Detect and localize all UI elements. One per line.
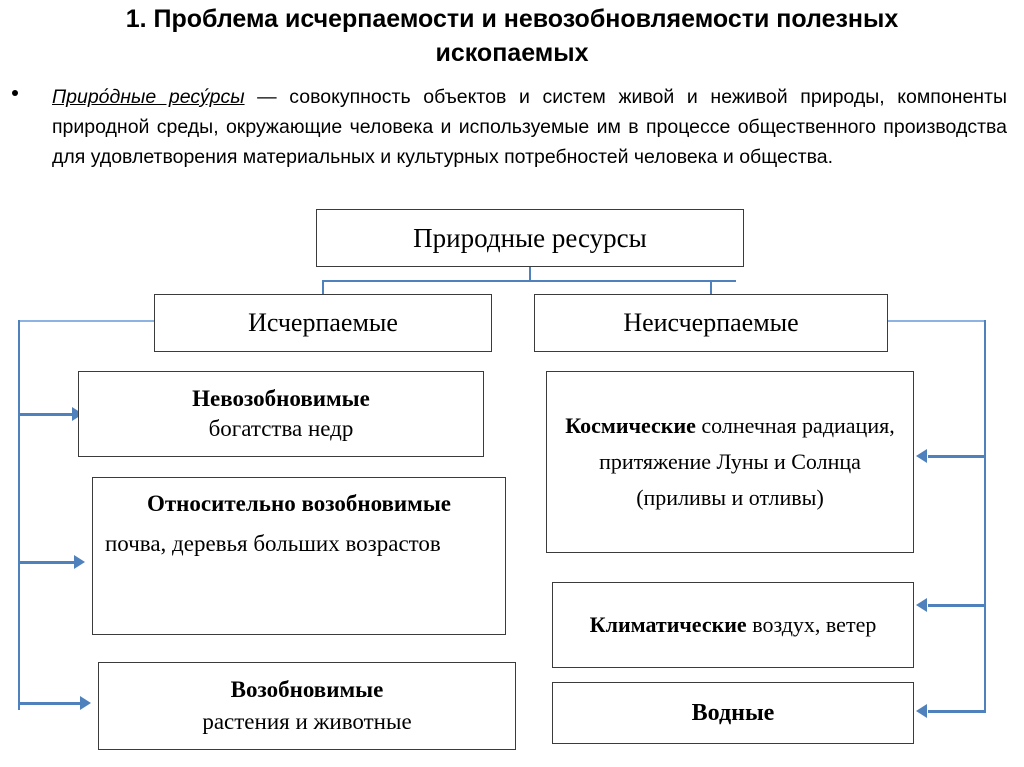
connector-arm-water bbox=[928, 710, 986, 713]
intro-term: Приро́дные ресу́рсы bbox=[52, 86, 245, 108]
arrow-renew-icon bbox=[80, 696, 91, 710]
bullet-dot-icon bbox=[12, 90, 18, 96]
connector-arm-relative bbox=[20, 561, 76, 564]
node-cosmic bbox=[546, 371, 914, 553]
connector-right-rail-top bbox=[888, 320, 986, 322]
node-exhaustible-label: Исчерпаемые bbox=[248, 308, 398, 337]
node-nonrenewable-heading: Невозобновимые bbox=[192, 386, 370, 411]
node-cosmic-text bbox=[557, 408, 903, 516]
connector-right-rail bbox=[984, 320, 986, 712]
node-cosmic-heading: Космические bbox=[565, 413, 696, 438]
node-climatic-detail: воздух, ветер bbox=[746, 612, 877, 637]
connector-arm-cosmic bbox=[928, 455, 986, 458]
node-renewable-heading: Возобновимые bbox=[230, 677, 384, 702]
connector-arm-climate bbox=[928, 604, 986, 607]
arrow-relative-icon bbox=[74, 555, 85, 569]
node-exhaustible bbox=[154, 294, 492, 352]
node-nonrenewable bbox=[78, 371, 484, 457]
node-inexhaustible-label: Неисчерпаемые bbox=[623, 308, 799, 337]
node-inexhaustible bbox=[534, 294, 888, 352]
connector-arm-nonrenew bbox=[20, 413, 74, 416]
connector-root-stem bbox=[529, 267, 531, 281]
node-relatively-renewable bbox=[92, 477, 506, 635]
node-relatively-renewable-heading: Относительно возобновимые bbox=[146, 491, 452, 516]
node-climatic bbox=[552, 582, 914, 668]
node-nonrenewable-detail: богатства недр bbox=[208, 416, 354, 441]
connector-left-rail-top bbox=[18, 320, 172, 322]
node-cosmic-detail: солнечная радиация, притяжение Луны и Солнца (приливы и отливы) bbox=[599, 413, 895, 510]
node-water bbox=[552, 682, 914, 744]
node-renewable bbox=[98, 662, 516, 750]
node-natural-resources bbox=[316, 209, 744, 267]
node-water-heading: Водные bbox=[691, 699, 775, 726]
node-climatic-heading: Климатические bbox=[589, 612, 747, 637]
connector-root-split bbox=[322, 280, 736, 282]
connector-arm-renew bbox=[20, 702, 82, 705]
arrow-water-icon bbox=[916, 704, 927, 718]
intro-paragraph bbox=[52, 82, 1007, 172]
node-relatively-renewable-detail: почва, деревья больших возрастов bbox=[105, 531, 441, 556]
connector-left-rail bbox=[18, 320, 20, 710]
intro-text: — совокупность объектов и систем живой и неживой природы, компоненты природной среды, окружающие человека и используемые им в процессе общественного производства для удовлетворения материальных и культурных потребностей человека и общества. bbox=[52, 86, 1008, 168]
node-renewable-detail: растения и животные bbox=[202, 709, 412, 734]
connector-to-inexhaustible bbox=[710, 280, 712, 294]
node-natural-resources-label: Природные ресурсы bbox=[413, 222, 647, 253]
page-title: 1. Проблема исчерпаемости и невозобновляемости полезных ископаемых bbox=[125, 5, 899, 67]
arrow-climate-icon bbox=[916, 598, 927, 612]
arrow-cosmic-icon bbox=[916, 449, 927, 463]
connector-to-exhaustible bbox=[322, 280, 324, 294]
node-climatic-text bbox=[590, 608, 877, 642]
